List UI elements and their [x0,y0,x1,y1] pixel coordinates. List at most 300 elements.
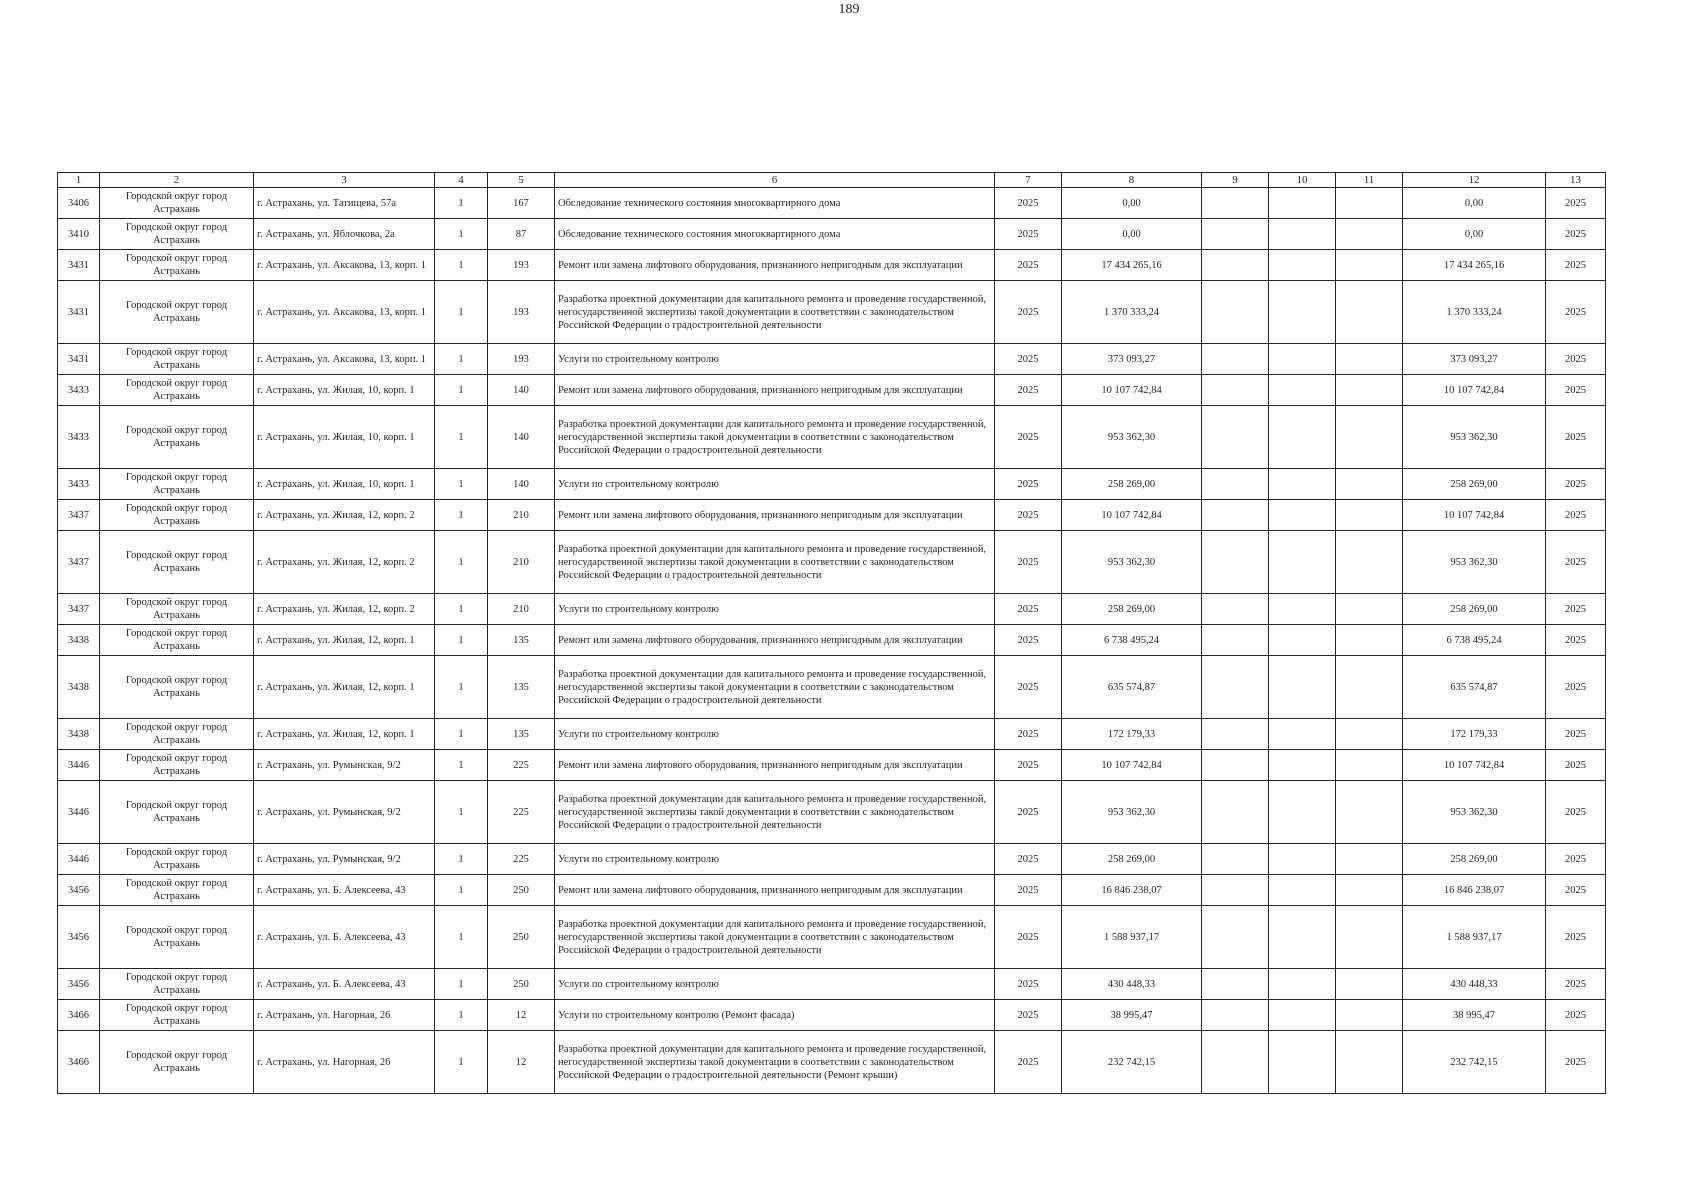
year-cell: 2025 [995,344,1062,375]
row-number-cell: 3438 [58,656,100,719]
col5-cell: 250 [488,906,555,969]
municipality-cell: Городской округ город Астрахань [100,656,254,719]
col5-cell: 135 [488,625,555,656]
row-number-cell: 3446 [58,750,100,781]
row-number-cell: 3456 [58,875,100,906]
year-cell: 2025 [995,469,1062,500]
col5-cell: 225 [488,750,555,781]
total-cost-cell: 635 574,87 [1062,656,1202,719]
table-row [58,719,1606,750]
work-type-cell: Обследование технического состояния многоквартирного дома [555,188,995,219]
year-cell: 2025 [995,1000,1062,1031]
col10-cell [1269,594,1336,625]
column-header: 7 [995,173,1062,188]
col12-cost-cell: 1 588 937,17 [1403,906,1546,969]
col9-cell [1202,406,1269,469]
row-number-cell: 3433 [58,469,100,500]
col12-cost-cell: 16 846 238,07 [1403,875,1546,906]
col4-cell: 1 [435,625,488,656]
year-cell: 2025 [995,719,1062,750]
year-cell: 2025 [995,500,1062,531]
column-header: 4 [435,173,488,188]
col11-cell [1336,844,1403,875]
address-cell: г. Астрахань, ул. Нагорная, 26 [254,1031,435,1094]
address-cell: г. Астрахань, ул. Жилая, 12, корп. 1 [254,656,435,719]
municipality-cell: Городской округ город Астрахань [100,875,254,906]
table-row [58,250,1606,281]
work-type-cell: Разработка проектной документации для капитального ремонта и проведение государственной, негосударственной экспертизы такой документации в соответствии с законодательством Российской Федерации о градостроительной деятельности [555,531,995,594]
col12-cost-cell: 258 269,00 [1403,469,1546,500]
col10-cell [1269,656,1336,719]
address-cell: г. Астрахань, ул. Жилая, 10, корп. 1 [254,375,435,406]
year-cell: 2025 [995,625,1062,656]
total-cost-cell: 258 269,00 [1062,844,1202,875]
row-number-cell: 3446 [58,781,100,844]
col13-year-cell: 2025 [1546,375,1606,406]
col10-cell [1269,969,1336,1000]
column-header: 12 [1403,173,1546,188]
address-cell: г. Астрахань, ул. Румынская, 9/2 [254,750,435,781]
table-row [58,406,1606,469]
column-header: 9 [1202,173,1269,188]
col11-cell [1336,1000,1403,1031]
work-type-cell: Ремонт или замена лифтового оборудования, признанного непригодным для эксплуатации [555,875,995,906]
col5-cell: 12 [488,1031,555,1094]
col10-cell [1269,500,1336,531]
column-header: 5 [488,173,555,188]
col10-cell [1269,281,1336,344]
page-number: 189 [838,2,860,17]
col5-cell: 210 [488,594,555,625]
col4-cell: 1 [435,250,488,281]
municipality-cell: Городской округ город Астрахань [100,344,254,375]
row-number-cell: 3437 [58,531,100,594]
table-row [58,500,1606,531]
col9-cell [1202,1031,1269,1094]
municipality-cell: Городской округ город Астрахань [100,500,254,531]
year-cell: 2025 [995,219,1062,250]
col13-year-cell: 2025 [1546,750,1606,781]
col11-cell [1336,406,1403,469]
row-number-cell: 3406 [58,188,100,219]
work-type-cell: Услуги по строительному контролю [555,719,995,750]
col10-cell [1269,250,1336,281]
address-cell: г. Астрахань, ул. Б. Алексеева, 43 [254,875,435,906]
work-type-cell: Ремонт или замена лифтового оборудования, признанного непригодным для эксплуатации [555,750,995,781]
col5-cell: 140 [488,375,555,406]
address-cell: г. Астрахань, ул. Б. Алексеева, 43 [254,906,435,969]
year-cell: 2025 [995,875,1062,906]
total-cost-cell: 6 738 495,24 [1062,625,1202,656]
address-cell: г. Астрахань, ул. Румынская, 9/2 [254,844,435,875]
col9-cell [1202,844,1269,875]
row-number-cell: 3456 [58,906,100,969]
total-cost-cell: 38 995,47 [1062,1000,1202,1031]
table-row [58,875,1606,906]
table-row [58,969,1606,1000]
municipality-cell: Городской округ город Астрахань [100,719,254,750]
municipality-cell: Городской округ город Астрахань [100,594,254,625]
col5-cell: 193 [488,281,555,344]
col12-cost-cell: 172 179,33 [1403,719,1546,750]
municipality-cell: Городской округ город Астрахань [100,906,254,969]
work-type-cell: Услуги по строительному контролю [555,969,995,1000]
col11-cell [1336,531,1403,594]
year-cell: 2025 [995,250,1062,281]
col12-cost-cell: 953 362,30 [1403,531,1546,594]
col13-year-cell: 2025 [1546,250,1606,281]
work-type-cell: Услуги по строительному контролю [555,844,995,875]
work-type-cell: Ремонт или замена лифтового оборудования, признанного непригодным для эксплуатации [555,500,995,531]
col12-cost-cell: 258 269,00 [1403,594,1546,625]
col13-year-cell: 2025 [1546,969,1606,1000]
col4-cell: 1 [435,469,488,500]
col9-cell [1202,531,1269,594]
row-number-cell: 3437 [58,500,100,531]
municipality-cell: Городской округ город Астрахань [100,219,254,250]
year-cell: 2025 [995,594,1062,625]
col9-cell [1202,281,1269,344]
col4-cell: 1 [435,375,488,406]
year-cell: 2025 [995,375,1062,406]
address-cell: г. Астрахань, ул. Жилая, 12, корп. 2 [254,594,435,625]
col11-cell [1336,469,1403,500]
table-row [58,656,1606,719]
col11-cell [1336,1031,1403,1094]
work-type-cell: Разработка проектной документации для капитального ремонта и проведение государственной, негосударственной экспертизы такой документации в соответствии с законодательством Российской Федерации о градостроительной деятельности (Ремонт крыши) [555,1031,995,1094]
col13-year-cell: 2025 [1546,188,1606,219]
col13-year-cell: 2025 [1546,219,1606,250]
col13-year-cell: 2025 [1546,531,1606,594]
col9-cell [1202,719,1269,750]
table-body [58,188,1606,1094]
work-type-cell: Услуги по строительному контролю (Ремонт фасада) [555,1000,995,1031]
municipality-cell: Городской округ город Астрахань [100,750,254,781]
col11-cell [1336,219,1403,250]
address-cell: г. Астрахань, ул. Б. Алексеева, 43 [254,969,435,1000]
col12-cost-cell: 1 370 333,24 [1403,281,1546,344]
col11-cell [1336,656,1403,719]
col10-cell [1269,1000,1336,1031]
work-type-cell: Разработка проектной документации для капитального ремонта и проведение государственной, негосударственной экспертизы такой документации в соответствии с законодательством Российской Федерации о градостроительной деятельности [555,281,995,344]
col5-cell: 225 [488,781,555,844]
column-header: 2 [100,173,254,188]
total-cost-cell: 0,00 [1062,219,1202,250]
year-cell: 2025 [995,969,1062,1000]
municipality-cell: Городской округ город Астрахань [100,188,254,219]
column-header: 1 [58,173,100,188]
row-number-cell: 3433 [58,375,100,406]
municipality-cell: Городской округ город Астрахань [100,781,254,844]
total-cost-cell: 172 179,33 [1062,719,1202,750]
col10-cell [1269,531,1336,594]
col11-cell [1336,781,1403,844]
col5-cell: 250 [488,969,555,1000]
col12-cost-cell: 0,00 [1403,188,1546,219]
row-number-cell: 3431 [58,281,100,344]
col9-cell [1202,469,1269,500]
col9-cell [1202,906,1269,969]
col11-cell [1336,719,1403,750]
col11-cell [1336,344,1403,375]
repair-program-table [57,172,1606,1094]
col5-cell: 193 [488,250,555,281]
address-cell: г. Астрахань, ул. Аксакова, 13, корп. 1 [254,344,435,375]
work-type-cell: Обследование технического состояния многоквартирного дома [555,219,995,250]
col12-cost-cell: 953 362,30 [1403,406,1546,469]
col11-cell [1336,375,1403,406]
col5-cell: 210 [488,531,555,594]
col10-cell [1269,469,1336,500]
col4-cell: 1 [435,406,488,469]
col10-cell [1269,719,1336,750]
row-number-cell: 3466 [58,1031,100,1094]
col4-cell: 1 [435,906,488,969]
col12-cost-cell: 430 448,33 [1403,969,1546,1000]
col4-cell: 1 [435,844,488,875]
total-cost-cell: 258 269,00 [1062,594,1202,625]
col10-cell [1269,375,1336,406]
total-cost-cell: 953 362,30 [1062,406,1202,469]
col11-cell [1336,906,1403,969]
municipality-cell: Городской округ город Астрахань [100,406,254,469]
col4-cell: 1 [435,1000,488,1031]
total-cost-cell: 953 362,30 [1062,781,1202,844]
col4-cell: 1 [435,781,488,844]
row-number-cell: 3456 [58,969,100,1000]
column-header: 6 [555,173,995,188]
col4-cell: 1 [435,219,488,250]
col4-cell: 1 [435,750,488,781]
col11-cell [1336,188,1403,219]
col13-year-cell: 2025 [1546,406,1606,469]
col9-cell [1202,250,1269,281]
col4-cell: 1 [435,875,488,906]
municipality-cell: Городской округ город Астрахань [100,250,254,281]
col4-cell: 1 [435,1031,488,1094]
col10-cell [1269,406,1336,469]
col9-cell [1202,594,1269,625]
year-cell: 2025 [995,406,1062,469]
col4-cell: 1 [435,281,488,344]
col12-cost-cell: 10 107 742,84 [1403,750,1546,781]
col13-year-cell: 2025 [1546,500,1606,531]
municipality-cell: Городской округ город Астрахань [100,625,254,656]
address-cell: г. Астрахань, ул. Жилая, 12, корп. 2 [254,531,435,594]
work-type-cell: Разработка проектной документации для капитального ремонта и проведение государственной, негосударственной экспертизы такой документации в соответствии с законодательством Российской Федерации о градостроительной деятельности [555,406,995,469]
col4-cell: 1 [435,500,488,531]
address-cell: г. Астрахань, ул. Жилая, 12, корп. 2 [254,500,435,531]
total-cost-cell: 10 107 742,84 [1062,500,1202,531]
col12-cost-cell: 38 995,47 [1403,1000,1546,1031]
table-row [58,625,1606,656]
total-cost-cell: 1 370 333,24 [1062,281,1202,344]
col5-cell: 135 [488,656,555,719]
row-number-cell: 3410 [58,219,100,250]
address-cell: г. Астрахань, ул. Аксакова, 13, корп. 1 [254,281,435,344]
col10-cell [1269,1031,1336,1094]
col9-cell [1202,750,1269,781]
table-row [58,188,1606,219]
column-header: 13 [1546,173,1606,188]
row-number-cell: 3437 [58,594,100,625]
col9-cell [1202,656,1269,719]
col10-cell [1269,219,1336,250]
municipality-cell: Городской округ город Астрахань [100,969,254,1000]
total-cost-cell: 0,00 [1062,188,1202,219]
col9-cell [1202,969,1269,1000]
address-cell: г. Астрахань, ул. Нагорная, 26 [254,1000,435,1031]
col4-cell: 1 [435,344,488,375]
col11-cell [1336,875,1403,906]
work-type-cell: Услуги по строительному контролю [555,344,995,375]
work-type-cell: Ремонт или замена лифтового оборудования, признанного непригодным для эксплуатации [555,625,995,656]
col11-cell [1336,625,1403,656]
col9-cell [1202,875,1269,906]
col10-cell [1269,781,1336,844]
year-cell: 2025 [995,844,1062,875]
year-cell: 2025 [995,1031,1062,1094]
col9-cell [1202,188,1269,219]
total-cost-cell: 953 362,30 [1062,531,1202,594]
year-cell: 2025 [995,781,1062,844]
col11-cell [1336,969,1403,1000]
work-type-cell: Услуги по строительному контролю [555,469,995,500]
row-number-cell: 3466 [58,1000,100,1031]
total-cost-cell: 258 269,00 [1062,469,1202,500]
total-cost-cell: 232 742,15 [1062,1031,1202,1094]
col11-cell [1336,750,1403,781]
column-header: 11 [1336,173,1403,188]
address-cell: г. Астрахань, ул. Жилая, 10, корп. 1 [254,406,435,469]
col5-cell: 225 [488,844,555,875]
col13-year-cell: 2025 [1546,344,1606,375]
row-number-cell: 3438 [58,625,100,656]
table-row [58,906,1606,969]
table-row [58,375,1606,406]
col13-year-cell: 2025 [1546,656,1606,719]
col9-cell [1202,1000,1269,1031]
col5-cell: 12 [488,1000,555,1031]
work-type-cell: Разработка проектной документации для капитального ремонта и проведение государственной, негосударственной экспертизы такой документации в соответствии с законодательством Российской Федерации о градостроительной деятельности [555,906,995,969]
col4-cell: 1 [435,594,488,625]
col11-cell [1336,281,1403,344]
col13-year-cell: 2025 [1546,281,1606,344]
year-cell: 2025 [995,188,1062,219]
col10-cell [1269,875,1336,906]
table-row [58,469,1606,500]
col4-cell: 1 [435,531,488,594]
col12-cost-cell: 635 574,87 [1403,656,1546,719]
address-cell: г. Астрахань, ул. Яблочкова, 2а [254,219,435,250]
table-row [58,750,1606,781]
col11-cell [1336,500,1403,531]
col13-year-cell: 2025 [1546,625,1606,656]
col12-cost-cell: 0,00 [1403,219,1546,250]
total-cost-cell: 1 588 937,17 [1062,906,1202,969]
municipality-cell: Городской округ город Астрахань [100,531,254,594]
col12-cost-cell: 953 362,30 [1403,781,1546,844]
work-type-cell: Услуги по строительному контролю [555,594,995,625]
municipality-cell: Городской округ город Астрахань [100,1000,254,1031]
total-cost-cell: 10 107 742,84 [1062,750,1202,781]
col4-cell: 1 [435,969,488,1000]
col13-year-cell: 2025 [1546,469,1606,500]
col5-cell: 210 [488,500,555,531]
col13-year-cell: 2025 [1546,844,1606,875]
col13-year-cell: 2025 [1546,594,1606,625]
work-type-cell: Разработка проектной документации для капитального ремонта и проведение государственной, негосударственной экспертизы такой документации в соответствии с законодательством Российской Федерации о градостроительной деятельности [555,656,995,719]
municipality-cell: Городской округ город Астрахань [100,844,254,875]
col12-cost-cell: 258 269,00 [1403,844,1546,875]
col12-cost-cell: 373 093,27 [1403,344,1546,375]
column-header: 3 [254,173,435,188]
total-cost-cell: 16 846 238,07 [1062,875,1202,906]
col4-cell: 1 [435,719,488,750]
col12-cost-cell: 17 434 265,16 [1403,250,1546,281]
table-row [58,1031,1606,1094]
col9-cell [1202,781,1269,844]
year-cell: 2025 [995,906,1062,969]
municipality-cell: Городской округ город Астрахань [100,281,254,344]
col5-cell: 140 [488,469,555,500]
col12-cost-cell: 6 738 495,24 [1403,625,1546,656]
municipality-cell: Городской округ город Астрахань [100,375,254,406]
col9-cell [1202,344,1269,375]
col9-cell [1202,500,1269,531]
header-row [58,173,1606,188]
col12-cost-cell: 232 742,15 [1403,1031,1546,1094]
year-cell: 2025 [995,281,1062,344]
table-row [58,594,1606,625]
col4-cell: 1 [435,188,488,219]
row-number-cell: 3431 [58,250,100,281]
total-cost-cell: 373 093,27 [1062,344,1202,375]
col11-cell [1336,594,1403,625]
col12-cost-cell: 10 107 742,84 [1403,375,1546,406]
col13-year-cell: 2025 [1546,781,1606,844]
col5-cell: 193 [488,344,555,375]
col4-cell: 1 [435,656,488,719]
address-cell: г. Астрахань, ул. Татищева, 57а [254,188,435,219]
table-row [58,844,1606,875]
work-type-cell: Ремонт или замена лифтового оборудования, признанного непригодным для эксплуатации [555,375,995,406]
total-cost-cell: 10 107 742,84 [1062,375,1202,406]
work-type-cell: Ремонт или замена лифтового оборудования, признанного непригодным для эксплуатации [555,250,995,281]
municipality-cell: Городской округ город Астрахань [100,1031,254,1094]
col10-cell [1269,844,1336,875]
col12-cost-cell: 10 107 742,84 [1403,500,1546,531]
col10-cell [1269,906,1336,969]
table-row [58,281,1606,344]
total-cost-cell: 430 448,33 [1062,969,1202,1000]
col13-year-cell: 2025 [1546,1000,1606,1031]
col13-year-cell: 2025 [1546,875,1606,906]
col13-year-cell: 2025 [1546,1031,1606,1094]
table-row [58,219,1606,250]
col10-cell [1269,750,1336,781]
col9-cell [1202,625,1269,656]
table-row [58,1000,1606,1031]
year-cell: 2025 [995,531,1062,594]
year-cell: 2025 [995,656,1062,719]
row-number-cell: 3433 [58,406,100,469]
address-cell: г. Астрахань, ул. Румынская, 9/2 [254,781,435,844]
year-cell: 2025 [995,750,1062,781]
column-header: 8 [1062,173,1202,188]
address-cell: г. Астрахань, ул. Жилая, 10, корп. 1 [254,469,435,500]
work-type-cell: Разработка проектной документации для капитального ремонта и проведение государственной, негосударственной экспертизы такой документации в соответствии с законодательством Российской Федерации о градостроительной деятельности [555,781,995,844]
